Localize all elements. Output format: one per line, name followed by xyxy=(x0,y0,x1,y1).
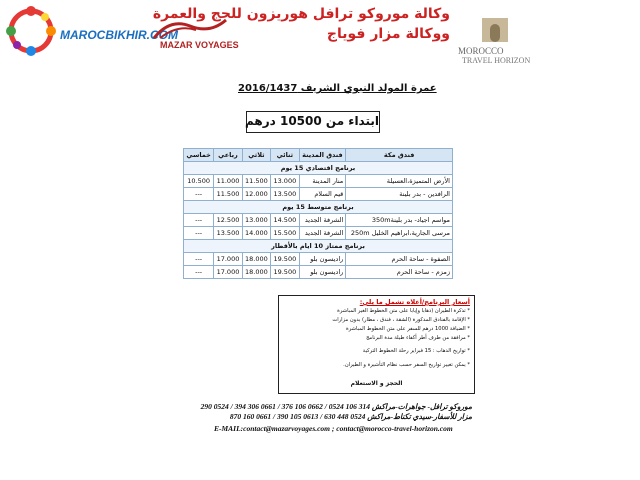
info-box xyxy=(278,295,475,394)
quad-price-cell: 12.500 xyxy=(214,214,242,227)
triple-price-cell: 11.500 xyxy=(242,175,270,188)
table-row xyxy=(184,188,453,201)
triple-price-cell: 18.000 xyxy=(242,266,270,279)
quint-price-cell: --- xyxy=(184,266,214,279)
madinah-hotel-cell: راديسون بلو xyxy=(299,253,346,266)
double-price-cell: 19.500 xyxy=(271,266,299,279)
marocbikhir-logo xyxy=(2,2,60,60)
makkah-hotel-cell: الأرض المتميزة،العسيلة xyxy=(346,175,453,188)
price-banner xyxy=(246,111,380,133)
quint-price-cell: --- xyxy=(184,214,214,227)
price-banner-text: ابتداء من 10500 درهم xyxy=(244,114,379,128)
col-header-madinah-hotel: فندق المدينة xyxy=(299,149,346,162)
madinah-hotel-cell: راديسون بلو xyxy=(299,266,346,279)
info-note: * مرافقة من طرف أطر أكفاء طيلة مدة البرنامج xyxy=(366,335,470,341)
booking-label: الحجز و الاستعلام xyxy=(350,380,403,387)
program-row xyxy=(184,201,453,214)
makkah-hotel-cell: الصفوة - ساحة الحرم xyxy=(346,253,453,266)
triple-price-cell: 13.000 xyxy=(242,214,270,227)
program-label: برنامج اقتصادي 15 يوم xyxy=(184,162,453,175)
quint-price-cell: --- xyxy=(184,188,214,201)
trip-title: عمرة المولد النبوي الشريف 2016/1437 xyxy=(238,83,437,94)
morocco-travel-horizon-logo xyxy=(460,14,530,46)
info-note: * تواريخ الذهاب : 15 فبراير رحلة الخطوط التركية xyxy=(362,348,470,354)
madinah-hotel-cell: الشرفة الجديد xyxy=(299,214,346,227)
makkah-hotel-cell: مرسى الجارية،ابراهيم الخليل 250m xyxy=(346,227,453,240)
double-price-cell: 13.500 xyxy=(271,188,299,201)
col-header-double: ثنائي xyxy=(271,149,299,162)
col-header-triple: ثلاثي xyxy=(242,149,270,162)
madinah-hotel-cell: الشرفة الجديد xyxy=(299,227,346,240)
quad-price-cell: 17.000 xyxy=(214,266,242,279)
info-note: * الضيافة 1000 درهم للسفر على متن الخطوط المباشرة xyxy=(346,326,470,332)
makkah-hotel-cell: زمزم - ساحة الحرم xyxy=(346,266,453,279)
info-title: أسعار البرنامج/أعلاه تشمل ما يلي: xyxy=(359,298,470,306)
program-row xyxy=(184,162,453,175)
info-note: * الإقامة بالفنادق المذكورة (الشقة ، فندق ، مطار) بدون مزارات xyxy=(332,317,470,323)
morocco-logo-text: MOROCCO xyxy=(458,46,504,56)
triple-price-cell: 14.000 xyxy=(242,227,270,240)
makkah-hotel-cell: مواسم اجياد- بدر بلينة350m xyxy=(346,214,453,227)
info-note: * تذكرة الطيران (ذهابا وإيابا على متن الخطوط الغير المباشرة xyxy=(337,308,470,314)
contact-line-mazar: مزار للأسفار-سيدي تكناط-مراكش 0524 448 630 / 0613 105 390 / 0661 160 870 xyxy=(229,412,472,421)
col-header-quad: رباعي xyxy=(214,149,242,162)
mazar-voyages-logo xyxy=(150,16,230,58)
quint-price-cell: --- xyxy=(184,227,214,240)
email-line[interactable]: E-MAIL:contact@mazarvoyages.com ; contact@morocco-travel-horizon.com xyxy=(214,424,453,433)
double-price-cell: 19.500 xyxy=(271,253,299,266)
program-label: برنامج متوسط 15 يوم xyxy=(184,201,453,214)
madinah-hotel-cell: قيم السلام xyxy=(299,188,346,201)
table-row xyxy=(184,266,453,279)
site-name: MAROCBIKHIR.COM xyxy=(60,28,178,42)
mazar-voyages-name: MAZAR VOYAGES xyxy=(160,40,239,50)
madinah-hotel-cell: منار المدينة xyxy=(299,175,346,188)
makkah-hotel-cell: الرافدين - بدر بلينة xyxy=(346,188,453,201)
morocco-logo-subtext: TRAVEL HORIZON xyxy=(462,56,531,65)
table-row xyxy=(184,175,453,188)
quad-price-cell: 11.500 xyxy=(214,188,242,201)
triple-price-cell: 12.000 xyxy=(242,188,270,201)
table-row xyxy=(184,227,453,240)
contact-line-morocco-travel: موروكو ترافل- جواهرات-مراكش 314 106 0524 / 0662 106 376 / 0661 306 394 / 0524 290 xyxy=(200,402,472,411)
agency-title-line2: ووكالة مزار فوياج xyxy=(326,26,450,42)
agency-title-line1: وكالة موروكو ترافل هوريزون للحج والعمرة xyxy=(152,6,450,22)
table-row xyxy=(184,214,453,227)
quad-price-cell: 13.500 xyxy=(214,227,242,240)
table-row xyxy=(184,253,453,266)
program-row xyxy=(184,240,453,253)
triple-price-cell: 18.000 xyxy=(242,253,270,266)
quad-price-cell: 17.000 xyxy=(214,253,242,266)
double-price-cell: 14.500 xyxy=(271,214,299,227)
quad-price-cell: 11.000 xyxy=(214,175,242,188)
table-header-row xyxy=(184,149,453,162)
double-price-cell: 15.500 xyxy=(271,227,299,240)
quint-price-cell: 10.500 xyxy=(184,175,214,188)
info-note: * يمكن تغيير تواريخ السفر حسب نظام التأشيرة و الطيران. xyxy=(343,362,470,368)
col-header-quint: خماسي xyxy=(184,149,214,162)
program-label: برنامج ممتاز 10 ايام بالأقطار xyxy=(184,240,453,253)
quint-price-cell: --- xyxy=(184,253,214,266)
double-price-cell: 13.000 xyxy=(271,175,299,188)
col-header-makkah-hotel: فندق مكة xyxy=(346,149,453,162)
price-table xyxy=(183,148,453,279)
